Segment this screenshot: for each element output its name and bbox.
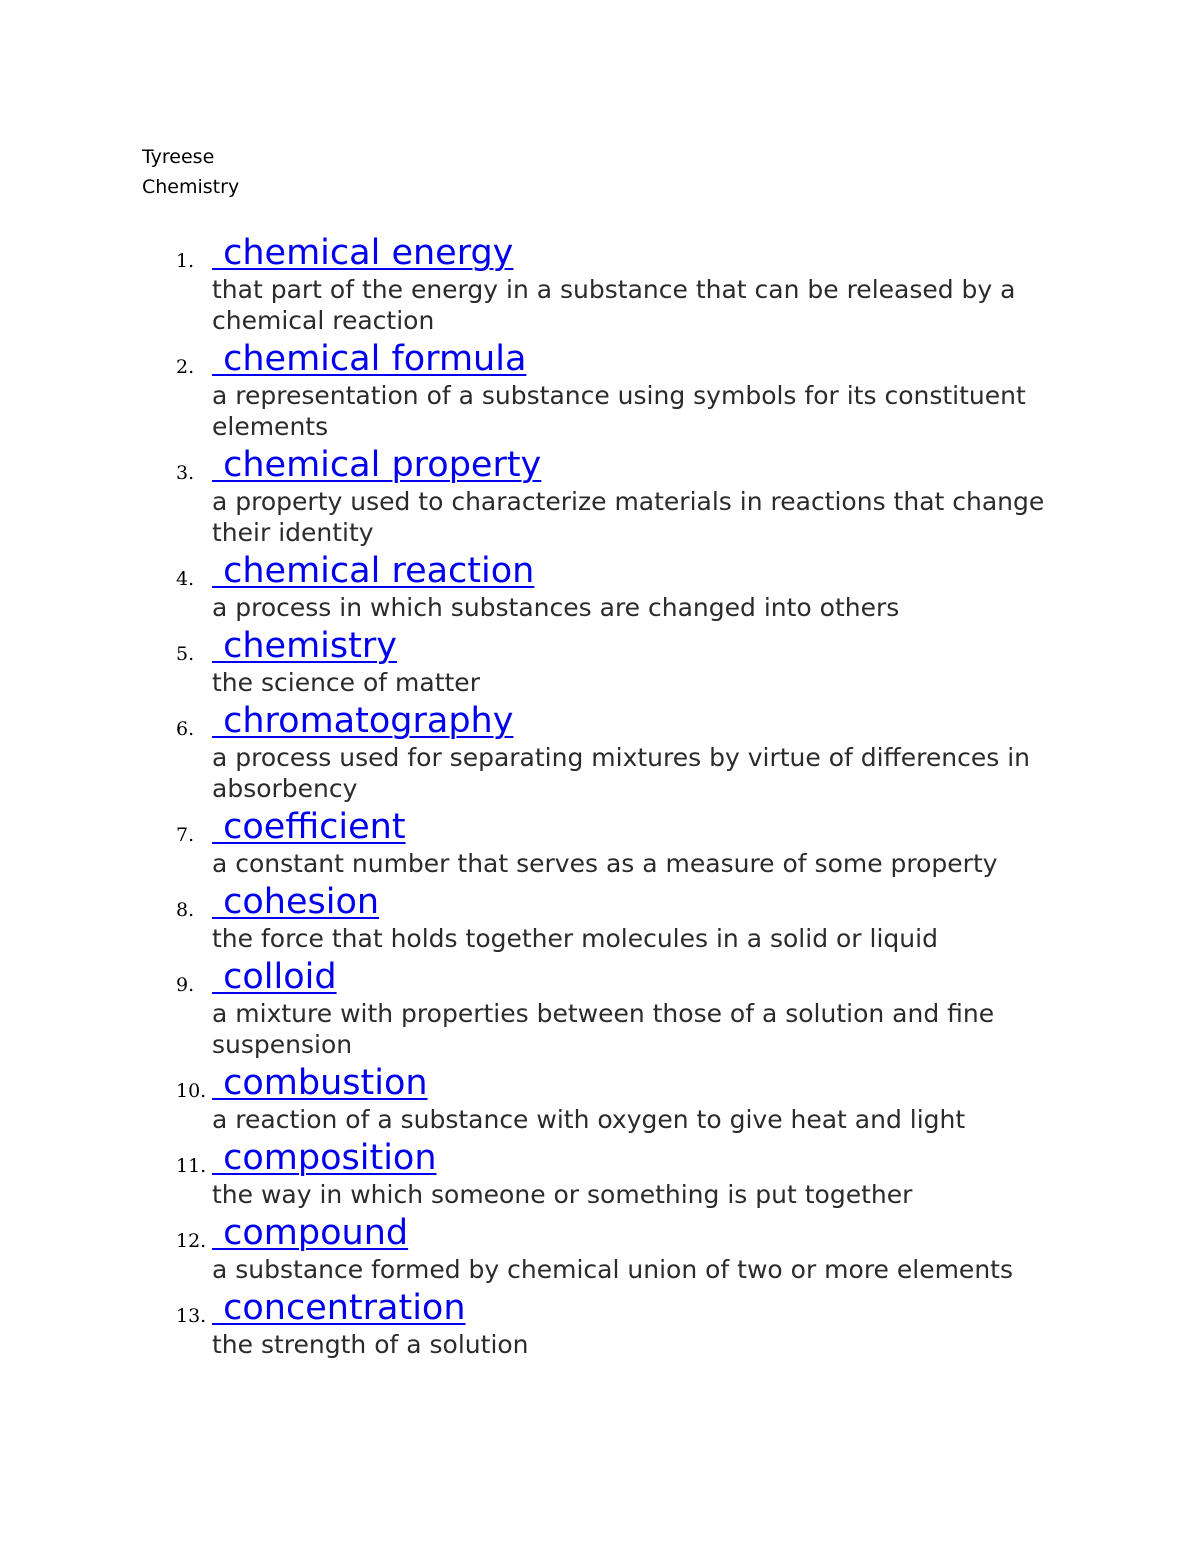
subject-title: Chemistry <box>142 176 240 198</box>
term-link[interactable]: composition <box>212 1138 437 1178</box>
document-header <box>142 142 1050 202</box>
term-link[interactable]: chromatography <box>212 701 514 741</box>
term-definition: a process in which substances are changed into others <box>212 593 900 622</box>
list-item <box>142 956 1050 1062</box>
list-item <box>142 1287 1050 1362</box>
term-definition: the science of matter <box>212 668 480 697</box>
item-number: 1. <box>176 250 195 272</box>
term-definition: that part of the energy in a substance that can be released by a chemical reaction <box>212 275 1016 335</box>
term-link[interactable]: coefficient <box>212 807 406 847</box>
term-link[interactable]: chemical formula <box>212 339 527 379</box>
term-link[interactable]: chemical property <box>212 445 542 485</box>
list-item <box>142 625 1050 700</box>
list-item <box>142 881 1050 956</box>
term-definition: the force that holds together molecules in a solid or liquid <box>212 924 938 953</box>
term-link[interactable]: chemical reaction <box>212 551 535 591</box>
list-item <box>142 232 1050 338</box>
item-number: 6. <box>176 718 195 740</box>
list-item <box>142 1212 1050 1287</box>
term-definition: a representation of a substance using symbols for its constituent elements <box>212 381 1026 441</box>
term-definition: a mixture with properties between those of a solution and fine suspension <box>212 999 995 1059</box>
term-link[interactable]: concentration <box>212 1288 466 1328</box>
term-definition: a process used for separating mixtures by virtue of differences in absorbency <box>212 743 1031 803</box>
item-number: 8. <box>176 899 195 921</box>
list-item <box>142 806 1050 881</box>
list-item <box>142 1137 1050 1212</box>
list-item <box>142 338 1050 444</box>
term-definition: a reaction of a substance with oxygen to give heat and light <box>212 1105 966 1134</box>
list-item <box>142 700 1050 806</box>
term-link[interactable]: compound <box>212 1213 409 1253</box>
term-link[interactable]: colloid <box>212 957 337 997</box>
term-link[interactable]: chemistry <box>212 626 397 666</box>
item-number: 7. <box>176 824 195 846</box>
list-item <box>142 550 1050 625</box>
term-definition: a constant number that serves as a measure of some property <box>212 849 998 878</box>
term-link[interactable]: cohesion <box>212 882 380 922</box>
item-number: 13. <box>176 1305 207 1327</box>
item-number: 9. <box>176 974 195 996</box>
student-name: Tyreese <box>142 146 215 168</box>
term-definition: a substance formed by chemical union of two or more elements <box>212 1255 1013 1284</box>
term-link[interactable]: combustion <box>212 1063 428 1103</box>
list-item <box>142 444 1050 550</box>
list-item <box>142 1062 1050 1137</box>
term-definition: a property used to characterize materials in reactions that change their identity <box>212 487 1045 547</box>
item-number: 5. <box>176 643 195 665</box>
term-link[interactable]: chemical energy <box>212 233 514 273</box>
vocabulary-list <box>142 232 1050 1362</box>
item-number: 2. <box>176 356 195 378</box>
term-definition: the strength of a solution <box>212 1330 529 1359</box>
item-number: 10. <box>176 1080 207 1102</box>
term-definition: the way in which someone or something is put together <box>212 1180 913 1209</box>
item-number: 3. <box>176 462 195 484</box>
item-number: 4. <box>176 568 195 590</box>
item-number: 12. <box>176 1230 207 1252</box>
item-number: 11. <box>176 1155 207 1177</box>
